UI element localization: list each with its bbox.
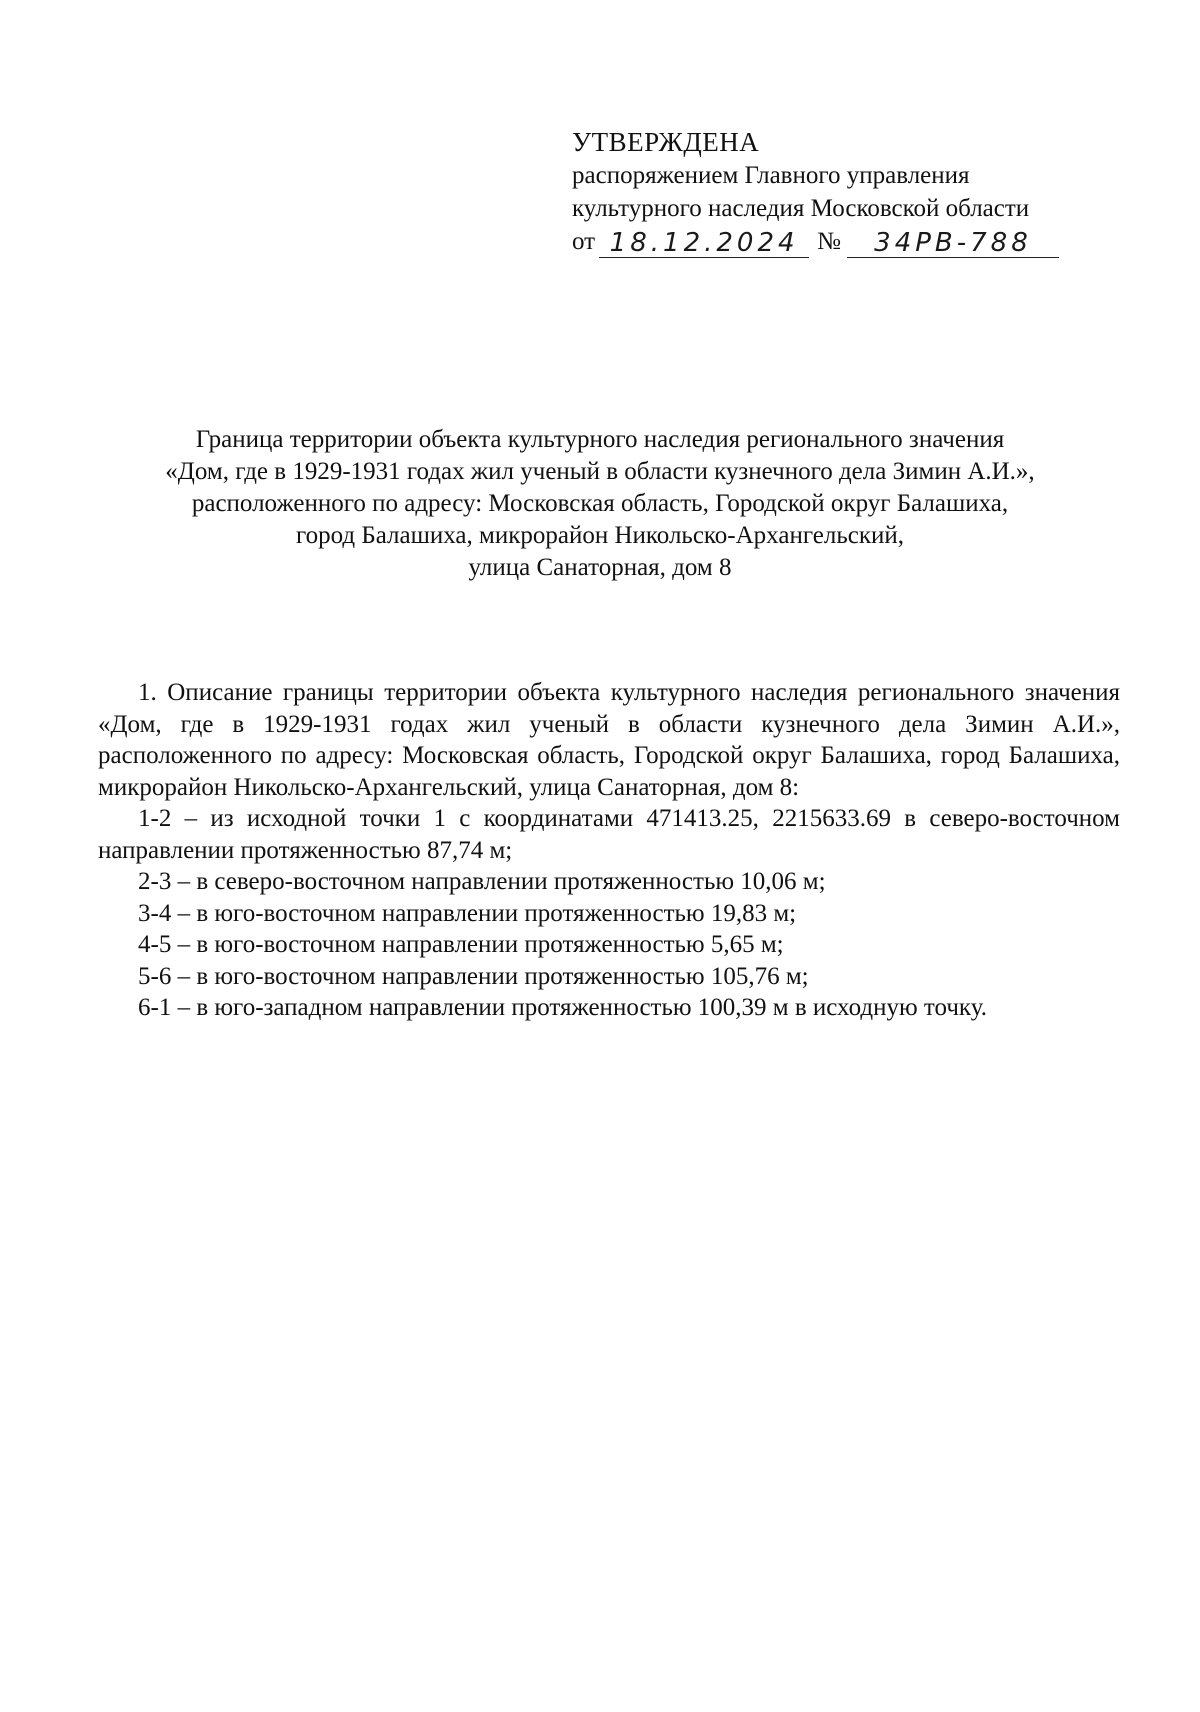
number-label: №: [817, 228, 841, 255]
heading-line: Граница территории объекта культурного наследия регионального значения: [195, 426, 1005, 453]
document-heading: [60, 424, 1140, 584]
heading-line: город Балашиха, микрорайон Никольско-Архангельский,: [296, 522, 904, 549]
segment-item: 3-4 – в юго-восточном направлении протяженностью 19,83 м;: [138, 899, 797, 927]
handwritten-number: 34РВ-788: [847, 229, 1059, 258]
segment-item: 5-6 – в юго-восточном направлении протяженностью 105,76 м;: [138, 962, 809, 990]
heading-line: расположенного по адресу: Московская область, Городской округ Балашиха,: [191, 490, 1009, 517]
intro-paragraph: 1. Описание границы территории объекта культурного наследия регионального значения «Дом, где в 1929-1931 годах жил ученый в области кузнечного дела Зимин А.И.», расположенного по адресу: Московская область, Городской округ Балашиха, город Балашиха, микрорайон Никольско-Архангельский, улица Санаторная, дом 8:: [98, 679, 1120, 801]
heading-line: «Дом, где в 1929-1931 годах жил ученый в области кузнечного дела Зимин А.И.»,: [165, 458, 1035, 485]
segment-item: 4-5 – в юго-восточном направлении протяженностью 5,65 м;: [138, 931, 784, 958]
approval-block: [572, 126, 1132, 258]
approval-line-1: распоряжением Главного управления: [572, 162, 970, 189]
approval-date-line: [572, 225, 1132, 258]
boundary-description: [98, 677, 1120, 1024]
approval-line-2: культурного наследия Московской области: [572, 195, 1030, 222]
from-label: от: [572, 228, 596, 255]
heading-line: улица Санаторная, дом 8: [468, 554, 732, 581]
segment-item: 6-1 – в юго-западном направлении протяженностью 100,39 м в исходную точку.: [138, 994, 987, 1021]
segment-item: 1-2 – из исходной точки 1 с координатами 471413.25, 2215633.69 в северо-восточном направлении протяженностью 87,74 м;: [98, 805, 1120, 864]
approval-title: УТВЕРЖДЕНА: [572, 127, 760, 157]
segment-item: 2-3 – в северо-восточном направлении протяженностью 10,06 м;: [138, 868, 826, 895]
handwritten-date: 18.12.2024: [599, 229, 809, 258]
